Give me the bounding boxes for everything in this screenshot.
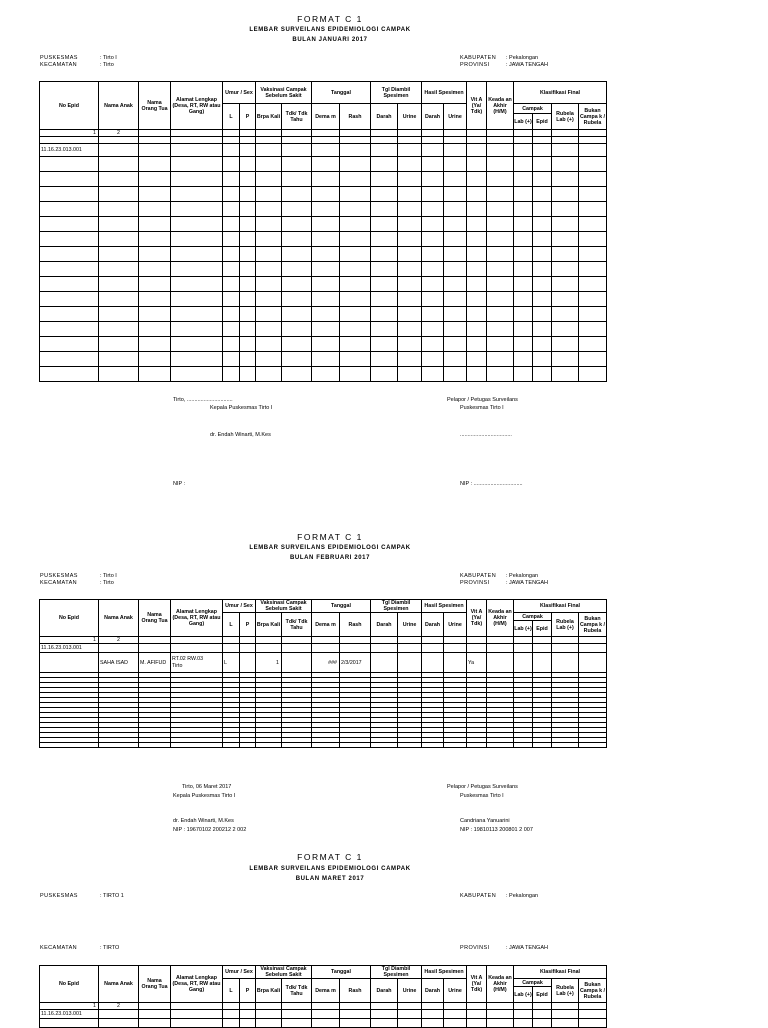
dokter-name: dr. Endah Winarti, M.Kes bbox=[173, 818, 234, 824]
col-keadaan: Keada an Akhir (H/M) bbox=[487, 966, 514, 1003]
col-darah-hasil: Darah bbox=[422, 613, 444, 637]
col-rash: Rash bbox=[340, 613, 371, 637]
col-keadaan: Keada an Akhir (H/M) bbox=[487, 600, 514, 637]
puskesmas-value: : Tirto I bbox=[100, 573, 117, 579]
col-vit-a: Vit A (Ya/ Tdk) bbox=[467, 600, 487, 637]
nip-right: NIP : 19810113 200801 2 007 bbox=[460, 827, 533, 833]
place-date: Tirto, 06 Maret 2017 bbox=[182, 784, 232, 790]
col-alamat: Alamat Lengkap (Desa, RT, RW atau Gang) bbox=[171, 966, 223, 1003]
kecamatan-value: : Tirto bbox=[100, 62, 114, 68]
case-rash: 2/3/2017 bbox=[340, 653, 371, 673]
info-left-top bbox=[40, 893, 124, 900]
col-campak: Campak bbox=[514, 104, 552, 114]
col-urine-hasil: Urine bbox=[444, 613, 467, 637]
col-urine: Urine bbox=[398, 104, 422, 130]
col-nama-anak: Nama Anak bbox=[99, 600, 139, 637]
pelapor-label: Pelapor / Petugas Surveilans bbox=[447, 397, 518, 403]
col-darah: Darah bbox=[371, 613, 398, 637]
col-bukan: Bukan Campa k / Rubela bbox=[579, 613, 607, 637]
col-l: L bbox=[223, 104, 240, 130]
info-left-bottom bbox=[40, 945, 119, 952]
col-brpa-kali: Brpa Kali bbox=[256, 104, 282, 130]
info-right-bottom bbox=[460, 945, 548, 952]
col-hasil: Hasil Spesimen bbox=[422, 966, 467, 979]
col-urine-hasil: Urine bbox=[444, 979, 467, 1003]
col-bukan: Bukan Campa k / Rubela bbox=[579, 979, 607, 1003]
pelapor-name: .................................. bbox=[460, 432, 512, 438]
col-urine: Urine bbox=[398, 979, 422, 1003]
col-tdk-tahu: Tdk/ Tdk Tahu bbox=[282, 613, 312, 637]
col-darah-hasil: Darah bbox=[422, 104, 444, 130]
puskesmas-label: PUSKESMAS bbox=[40, 573, 78, 579]
kabupaten-label: KABUPATEN bbox=[460, 573, 497, 579]
col-tanggal: Tanggal bbox=[312, 966, 371, 979]
provinsi-label: PROVINSI bbox=[460, 945, 490, 951]
case-brpa-kali: 1 bbox=[256, 653, 282, 673]
col-demam: Dema m bbox=[312, 979, 340, 1003]
col-epid: Epid bbox=[533, 114, 552, 130]
sheet-title: LEMBAR SURVEILANS EPIDEMIOLOGI CAMPAK bbox=[249, 27, 411, 33]
col-rubela-lab: Rubela Lab (+) bbox=[552, 104, 579, 130]
surveillance-table bbox=[39, 81, 607, 382]
col-epid: Epid bbox=[533, 987, 552, 1003]
col-vaksinasi: Vaksinasi Campak Sebelum Sakit bbox=[256, 600, 312, 613]
sheet-subtitle: BULAN JANUARI 2017 bbox=[292, 37, 368, 43]
col-hasil: Hasil Spesimen bbox=[422, 600, 467, 613]
col-bukan: Bukan Campa k / Rubela bbox=[579, 104, 607, 130]
kabupaten-label: KABUPATEN bbox=[460, 893, 497, 899]
col-campak: Campak bbox=[514, 613, 552, 621]
place-date: Tirto, .............................. bbox=[173, 397, 233, 403]
col-p: P bbox=[240, 104, 256, 130]
col-rubela-lab: Rubela Lab (+) bbox=[552, 613, 579, 637]
col-l: L bbox=[223, 979, 240, 1003]
col-lab: Lab (+) bbox=[514, 114, 533, 130]
epid-number: 11.16.23.013.001 bbox=[40, 1010, 99, 1019]
case-vit-a: Ya bbox=[467, 653, 487, 673]
kecamatan-label: KECAMATAN bbox=[40, 580, 78, 586]
col-nama-ortu: Nama Orang Tua bbox=[139, 600, 171, 637]
col-tdk-tahu: Tdk/ Tdk Tahu bbox=[282, 979, 312, 1003]
col-rash: Rash bbox=[340, 979, 371, 1003]
col-rubela-lab: Rubela Lab (+) bbox=[552, 979, 579, 1003]
puskesmas-label: PUSKESMAS bbox=[40, 55, 78, 61]
format-label: FORMAT C 1 bbox=[297, 532, 363, 542]
kecamatan-value: : TIRTO bbox=[100, 945, 120, 951]
col-nama-anak: Nama Anak bbox=[99, 966, 139, 1003]
col-lab: Lab (+) bbox=[514, 621, 533, 637]
kecamatan-label: KECAMATAN bbox=[40, 62, 78, 68]
col-rash: Rash bbox=[340, 104, 371, 130]
provinsi-value: : JAWA TENGAH bbox=[506, 945, 548, 951]
sheet-subtitle: BULAN FEBRUARI 2017 bbox=[289, 555, 371, 561]
col-hasil: Hasil Spesimen bbox=[422, 82, 467, 104]
pelapor-label: Pelapor / Petugas Surveilans bbox=[447, 784, 518, 790]
info-left bbox=[40, 573, 117, 587]
col-no-epid: No Epid bbox=[40, 966, 99, 1003]
surveillance-table bbox=[39, 599, 607, 748]
nip-left: NIP : 19670102 200212 2 002 bbox=[173, 827, 247, 833]
col-alamat: Alamat Lengkap (Desa, RT, RW atau Gang) bbox=[171, 82, 223, 130]
col-brpa-kali: Brpa Kali bbox=[256, 613, 282, 637]
col-tgl-diambil: Tgl Diambil Spesimen bbox=[371, 600, 422, 613]
col-tdk-tahu: Tdk/ Tdk Tahu bbox=[282, 104, 312, 130]
col-brpa-kali: Brpa Kali bbox=[256, 979, 282, 1003]
col-vit-a: Vit A (Ya/ Tdk) bbox=[467, 82, 487, 130]
kepala-label: Kepala Puskesmas Tirto I bbox=[210, 405, 273, 411]
provinsi-label: PROVINSI bbox=[460, 580, 490, 586]
col-klasifikasi: Klasifikasi Final bbox=[514, 82, 607, 104]
case-alamat-line2: Tirto bbox=[172, 662, 183, 669]
col-darah-hasil: Darah bbox=[422, 979, 444, 1003]
format-label: FORMAT C 1 bbox=[297, 852, 363, 862]
num-2: 2 bbox=[99, 637, 139, 644]
col-lab: Lab (+) bbox=[514, 987, 533, 1003]
col-demam: Dema m bbox=[312, 613, 340, 637]
epid-number: 11.16.23.013.001 bbox=[40, 144, 99, 157]
dokter-name: dr. Endah Winarti, M.Kes bbox=[210, 432, 271, 438]
col-demam: Dema m bbox=[312, 104, 340, 130]
epid-number: 11.16.23.013.001 bbox=[40, 644, 99, 653]
pelapor-name: Candriana Yanuarini bbox=[460, 818, 510, 824]
col-tanggal: Tanggal bbox=[312, 600, 371, 613]
kabupaten-label: KABUPATEN bbox=[460, 55, 497, 61]
col-l: L bbox=[223, 613, 240, 637]
col-nama-anak: Nama Anak bbox=[99, 82, 139, 130]
case-alamat bbox=[171, 653, 223, 673]
col-tgl-diambil: Tgl Diambil Spesimen bbox=[371, 966, 422, 979]
case-alamat-line1: RT.02 RW.03 bbox=[172, 655, 204, 662]
case-nama-ortu: M. AFIFUD bbox=[139, 653, 171, 673]
format-label: FORMAT C 1 bbox=[297, 14, 363, 24]
nip-left: NIP : bbox=[173, 481, 186, 487]
info-left bbox=[40, 55, 117, 69]
provinsi-label: PROVINSI bbox=[460, 62, 490, 68]
col-alamat: Alamat Lengkap (Desa, RT, RW atau Gang) bbox=[171, 600, 223, 637]
col-klasifikasi: Klasifikasi Final bbox=[514, 600, 607, 613]
col-umur-sex: Umur / Sex bbox=[223, 966, 256, 979]
puskesmas-value: : TIRTO 1 bbox=[100, 893, 124, 899]
col-umur-sex: Umur / Sex bbox=[223, 600, 256, 613]
info-right-top bbox=[460, 893, 538, 900]
col-epid: Epid bbox=[533, 621, 552, 637]
sheet-subtitle: BULAN MARET 2017 bbox=[295, 876, 365, 882]
num-2: 2 bbox=[99, 1003, 139, 1010]
case-demam: ### bbox=[312, 653, 340, 673]
provinsi-value: : JAWA TENGAH bbox=[506, 62, 548, 68]
col-klasifikasi: Klasifikasi Final bbox=[514, 966, 607, 979]
col-vaksinasi: Vaksinasi Campak Sebelum Sakit bbox=[256, 966, 312, 979]
pelapor-puskesmas: Puskesmas Tirto I bbox=[460, 405, 504, 411]
case-nama-anak: SAHA ISAD bbox=[99, 653, 139, 673]
col-no-epid: No Epid bbox=[40, 82, 99, 130]
col-vaksinasi: Vaksinasi Campak Sebelum Sakit bbox=[256, 82, 312, 104]
col-nama-ortu: Nama Orang Tua bbox=[139, 82, 171, 130]
num-1: 1 bbox=[40, 1003, 99, 1010]
col-p: P bbox=[240, 979, 256, 1003]
provinsi-value: : JAWA TENGAH bbox=[506, 580, 548, 586]
col-tanggal: Tanggal bbox=[312, 82, 371, 104]
nip-right: NIP : ................................ bbox=[460, 481, 523, 487]
col-keadaan: Keada an Akhir (H/M) bbox=[487, 82, 514, 130]
puskesmas-value: : Tirto I bbox=[100, 55, 117, 61]
num-1: 1 bbox=[40, 130, 99, 137]
col-campak: Campak bbox=[514, 979, 552, 987]
kecamatan-label: KECAMATAN bbox=[40, 945, 78, 951]
col-urine-hasil: Urine bbox=[444, 104, 467, 130]
surveillance-table bbox=[39, 965, 607, 1028]
col-no-epid: No Epid bbox=[40, 600, 99, 637]
pelapor-puskesmas: Puskesmas Tirto I bbox=[460, 793, 504, 799]
case-sex: L bbox=[223, 653, 240, 673]
info-right bbox=[460, 55, 548, 69]
col-darah: Darah bbox=[371, 104, 398, 130]
kabupaten-value: : Pekalongan bbox=[506, 55, 539, 61]
col-darah: Darah bbox=[371, 979, 398, 1003]
kecamatan-value: : Tirto bbox=[100, 580, 114, 586]
col-tgl-diambil: Tgl Diambil Spesimen bbox=[371, 82, 422, 104]
sheet-title: LEMBAR SURVEILANS EPIDEMIOLOGI CAMPAK bbox=[249, 866, 411, 872]
num-1: 1 bbox=[40, 637, 99, 644]
puskesmas-label: PUSKESMAS bbox=[40, 893, 78, 899]
col-nama-ortu: Nama Orang Tua bbox=[139, 966, 171, 1003]
col-urine: Urine bbox=[398, 613, 422, 637]
kepala-label: Kepala Puskesmas Tirto I bbox=[173, 793, 236, 799]
kabupaten-value: : Pekalongan bbox=[506, 573, 539, 579]
info-right bbox=[460, 573, 548, 587]
col-vit-a: Vit A (Ya/ Tdk) bbox=[467, 966, 487, 1003]
kabupaten-value: : Pekalongan bbox=[506, 893, 539, 899]
num-2: 2 bbox=[99, 130, 139, 137]
col-p: P bbox=[240, 613, 256, 637]
case-row bbox=[40, 653, 607, 673]
sheet-title: LEMBAR SURVEILANS EPIDEMIOLOGI CAMPAK bbox=[249, 545, 411, 551]
col-umur-sex: Umur / Sex bbox=[223, 82, 256, 104]
